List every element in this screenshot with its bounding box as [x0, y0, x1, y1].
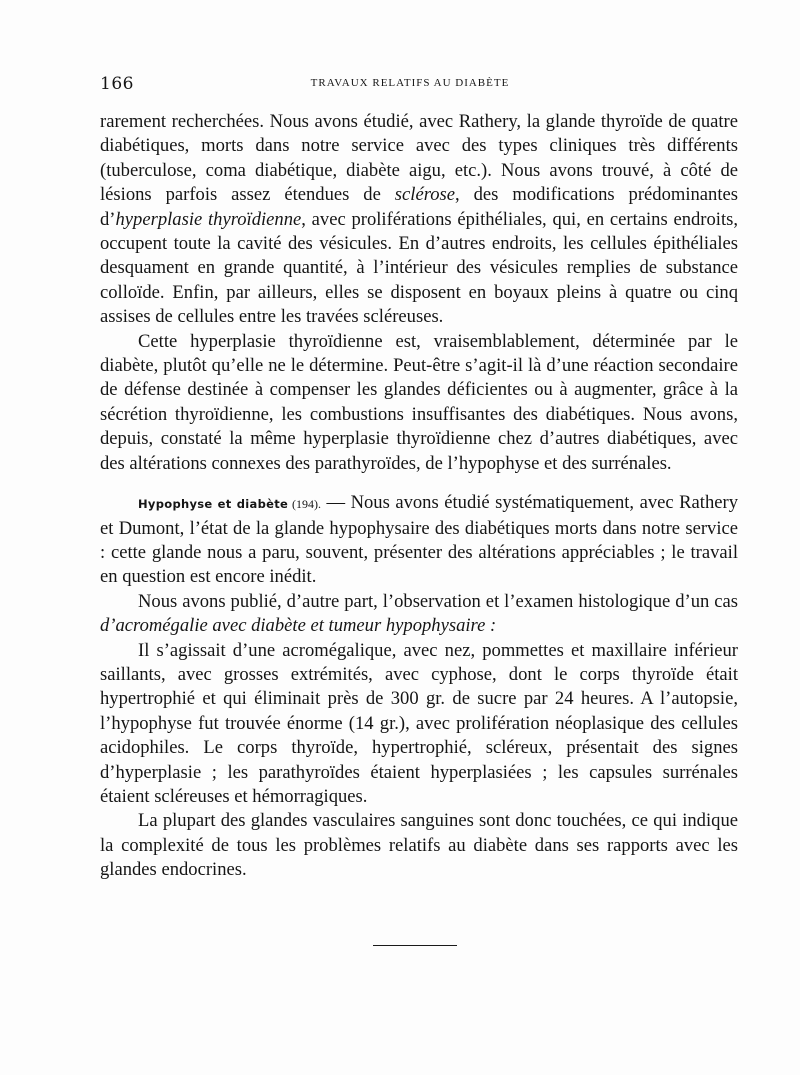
text-run: , des modifications prédominantes d’ [100, 184, 739, 230]
paragraph-case-description: Il s’agissait d’une acromégalique, avec nez, pommettes et maxillaire inférieur saillants, avec grosses extrémités, avec cyphose, dont le corps thyroïde était hypertrophié et qui éliminait près de 300 gr. de sucre par 24 heures. A l’autopsie, l’hypophyse fut trouvée énorme (14 gr.), avec prolifération néoplasique des cellules acidophiles. Le corps thyroïde, hypertrophié, scléreux, présentait des signes d’hyperplasie ; les parathyroïdes étaient hyperplasiées ; les capsules surrénales étaient scléreuses et hémorragiques. [100, 639, 738, 807]
paragraph-acromegaly-case [100, 590, 738, 639]
body-text [100, 110, 738, 883]
italic-term-sclerose: sclérose [394, 184, 456, 206]
page-number: 166 [100, 74, 134, 94]
text-run: — Nous avons étudié systématiquement, avec Rathery et Dumont, l’état de la glande hypophysaire des diabétiques morts dans notre service : cette glande nous a paru, souvent, présenter des altérations appréciables ; le travail en question est encore inédit. [100, 492, 738, 588]
running-title: TRAVAUX RELATIFS AU DIABÈTE [310, 77, 510, 89]
end-rule [373, 945, 457, 946]
paragraph-conclusion: La plupart des glandes vasculaires sanguines sont donc touchées, ce qui indique la complexité de tous les problèmes relatifs au diabète dans ses rapports avec les glandes endocrines. [100, 810, 738, 881]
text-run: Nous avons publié, d’autre part, l’observation et l’examen histologique d’un cas [138, 590, 738, 612]
italic-term-hyperplasie: hyperplasie thyroïdienne [115, 208, 302, 230]
paragraph-hyperplasia-interpretation: Cette hyperplasie thyroïdienne est, vraisemblablement, déterminée par le diabète, plutôt qu’elle ne le détermine. Peut-être s’agit-il là d’une réaction secondaire de défense destinée à compenser les glandes déficientes ou à augmenter, grâce à la sécrétion thyroïdienne, les combustions insuffisantes des diabétiques. Nous avons, depuis, constaté la même hyperplasie thyroïdienne chez d’autres diabétiques, avec des altérations connexes des parathyroïdes, de l’hypophyse et des surrénales. [100, 330, 738, 474]
section-heading: Hypophyse et diabète [138, 497, 289, 512]
text-run: rarement recherchées. Nous avons étudié, avec Rathery, la glande thyroïde de quatre diabétiques, morts dans notre service avec des types cliniques très différents (tuberculose, coma diabétique, diabète aigu, etc.). Nous avons trouvé, à côté de lésions parfois assez étendues de [100, 111, 738, 206]
section-reference: (194). [288, 497, 321, 512]
italic-case-title: d’acromégalie avec diabète et tumeur hypophysaire : [100, 615, 497, 637]
paragraph-hypophyse-section [100, 491, 738, 590]
text-run: , avec proliférations épithéliales, qui, en certains endroits, occupent toute la cavité des vésicules. En d’autres endroits, les cellules épithéliales desquament en grande quantité, à l’intérieur des vésicules remplies de substance colloïde. Enfin, par ailleurs, elles se disposent en boyaux pleins à quatre ou cinq assises de cellules entre les travées scléreuses. [100, 208, 738, 328]
running-head [100, 74, 740, 96]
paragraph-thyroid-findings [100, 110, 738, 330]
